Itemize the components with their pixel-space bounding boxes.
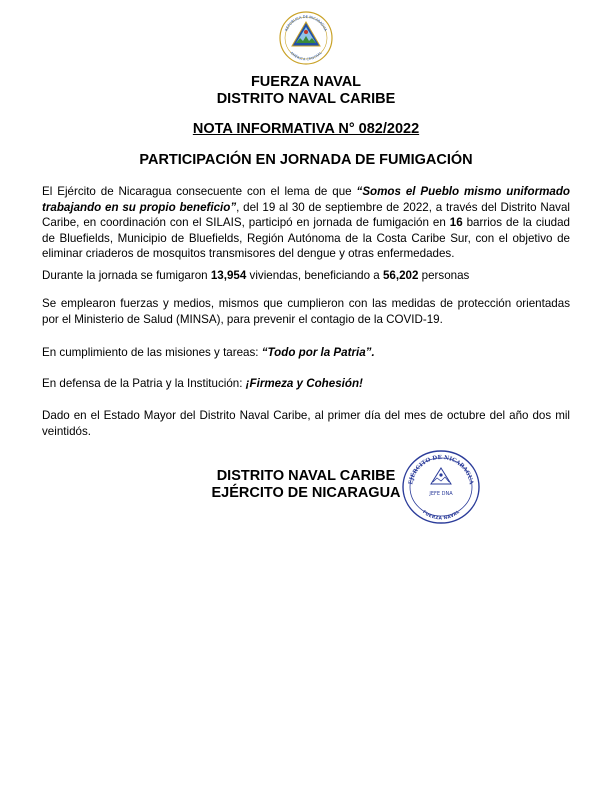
signature-line-2: EJÉRCITO DE NICARAGUA	[211, 485, 401, 501]
p1-motto: “Somos el Pueblo mismo uniformado trabajando en su propio beneficio”	[42, 185, 570, 214]
p5-text-a: En defensa de la Patria y la Institución:	[42, 377, 246, 390]
p1-text-e: barrios de la ciudad de Bluefields, Municipio de Bluefields, Región Autónoma de la Costa Caribe Sur, con el objetivo de eliminar criaderos de mosquitos transmisores del dengue y otras enfermedades.	[42, 216, 570, 260]
p2-viviendas-count: 13,954	[210, 269, 247, 282]
nicaragua-coat-of-arms-seal	[278, 10, 334, 66]
p5-slogan: ¡Firmeza y Cohesión!	[245, 377, 363, 390]
nota-title: NOTA INFORMATIVA N° 082/2022	[192, 121, 420, 137]
paragraph-6	[42, 408, 570, 439]
header-line-1: FUERZA NAVAL	[250, 74, 362, 90]
paragraph-5	[42, 376, 570, 392]
svg-text:FUERZA NAVAL	[421, 509, 461, 521]
p1-text-c: , del 19 al 30 de septiembre de 2022, a través del Distrito Naval Caribe, en coordinación con el SILAIS, participó en jornada de fumigación en	[42, 200, 570, 229]
stamp-middle-text: JEFE DNA	[429, 491, 453, 497]
p2-personas-count: 56,202	[382, 269, 419, 282]
paragraph-1	[42, 184, 570, 262]
stamp-bottom-text: FUERZA NAVAL	[421, 509, 461, 522]
paragraph-3	[42, 296, 570, 327]
paragraph-2	[42, 268, 570, 284]
p2-text-e: personas	[418, 269, 470, 282]
p3-text: Se emplearon fuerzas y medios, mismos que cumplieron con las medidas de protección orientadas por el Ministerio de Salud (MINSA), para prevenir el contagio de la COVID-19.	[42, 297, 570, 326]
p1-text-a: El Ejército de Nicaragua consecuente con el lema de que	[42, 185, 357, 198]
p4-slogan: “Todo por la Patria”.	[261, 346, 375, 359]
p4-text-a: En cumplimiento de las misiones y tareas:	[42, 346, 262, 359]
official-stamp	[400, 448, 482, 526]
stamp-top-text: EJÉRCITO DE NICARAGUA	[408, 454, 474, 486]
p2-text-c: viviendas, beneficiando a	[246, 269, 383, 282]
p6-text: Dado en el Estado Mayor del Distrito Naval Caribe, al primer día del mes de octubre del año dos mil veintidós.	[42, 409, 570, 438]
paragraph-4	[42, 345, 570, 361]
document-subtitle: PARTICIPACIÓN EN JORNADA DE FUMIGACIÓN	[139, 152, 473, 168]
header-line-2: DISTRITO NAVAL CARIBE	[216, 91, 396, 107]
signature-line-1: DISTRITO NAVAL CARIBE	[216, 468, 396, 484]
p1-barrios-count: 16	[449, 216, 463, 229]
seal-top-arc-text: REPÚBLICA DE NICARAGUA	[284, 14, 328, 32]
seal-bottom-arc-text: AMÉRICA CENTRAL	[289, 50, 323, 62]
p2-text-a: Durante la jornada se fumigaron	[42, 269, 211, 282]
